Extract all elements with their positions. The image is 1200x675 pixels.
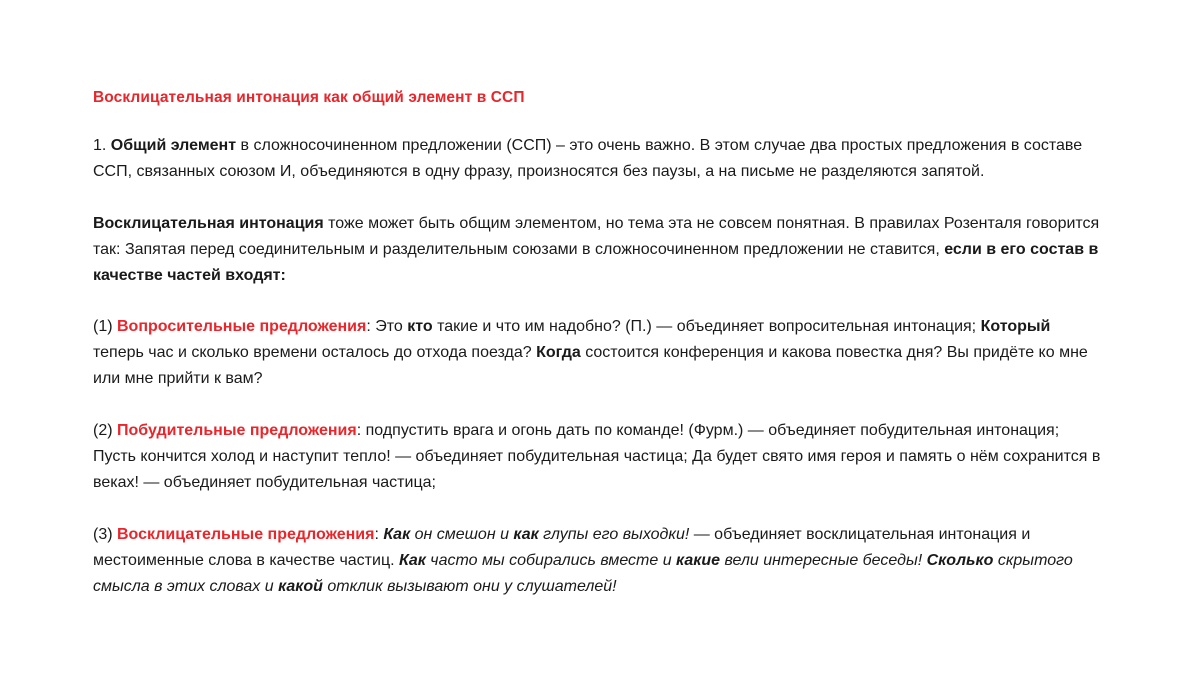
paragraph-2: Восклицательная интонация тоже может быть общим элементом, но тема эта не совсем понятная. В правилах Розенталя говорится так: Запятая перед соединительным и разделительным союзами в сложносочиненном предложении не ставится, если в его состав в качестве частей входят: [93,214,1100,284]
text-run-bold: кто [407,318,433,336]
text-run-bold: если в его состав в качестве частей входят: [93,240,1099,284]
text-run-bold: Восклицательная интонация [93,214,324,232]
text-run-italic: вели интересные беседы! [720,551,927,569]
text-run-italic-bold: какие [676,551,721,569]
text-run-red-bold: Побудительные предложения [117,422,357,440]
text-run-red-bold: Вопросительные предложения [117,318,367,336]
text-run-italic: глупы его выходки! [538,525,690,543]
paragraph-1: 1. Общий элемент в сложносочиненном предложении (ССП) – это очень важно. В этом случае два простых предложения в составе ССП, связанных союзом И, объединяются в одну фразу, произносятся без паузы, а на письме не разделяются запятой. [93,136,1083,180]
text-run-bold: Общий элемент [110,136,237,154]
paragraph-5: (3) Восклицательные предложения: Как он смешон и как глупы его выходки! — объединяет восклицательная интонация и местоименные слова в качестве частиц. Как часто мы собирались вместе и какие вели интересные беседы! Сколько скрытого смысла в этих словах и какой отклик вызывают они у слушателей! [93,525,1073,595]
paragraph-3: (1) Вопросительные предложения: Это кто такие и что им надобно? (П.) — объединяет вопросительная интонация; Который теперь час и сколько времени осталось до отхода поезда? Когда состоится конференция и какова повестка дня? Вы придёте ко мне или мне прийти к вам? [93,318,1088,388]
text-run-italic: отклик вызывают они у слушателей! [322,577,617,595]
text-run-italic: скрытого смысла в этих словах и [93,551,1073,595]
text-run-italic: он смешон и [410,525,514,543]
document-body [93,88,1103,600]
text-run-italic-bold: Как [399,551,426,569]
text-run-italic-bold: Сколько [926,551,994,569]
text-run-bold: Когда [536,344,581,362]
paragraph-4: (2) Побудительные предложения: подпустить врага и огонь дать по команде! (Фурм.) — объединяет побудительная интонация; Пусть кончится холод и наступит тепло! — объединяет побудительная частица; Да будет свято имя героя и память о нём сохранится в веках! — объединяет побудительная частица; [93,422,1101,491]
text-run-italic: часто мы собирались вместе и [425,551,677,569]
text-run-italic-bold: как [513,525,539,543]
text-run-red-bold: Восклицательные предложения [117,525,375,543]
text-run-bold: Который [980,318,1051,336]
text-run-italic-bold: какой [278,577,323,595]
text-run-italic-bold: Как [383,525,411,543]
page-title: Восклицательная интонация как общий элемент в ССП [93,89,525,106]
